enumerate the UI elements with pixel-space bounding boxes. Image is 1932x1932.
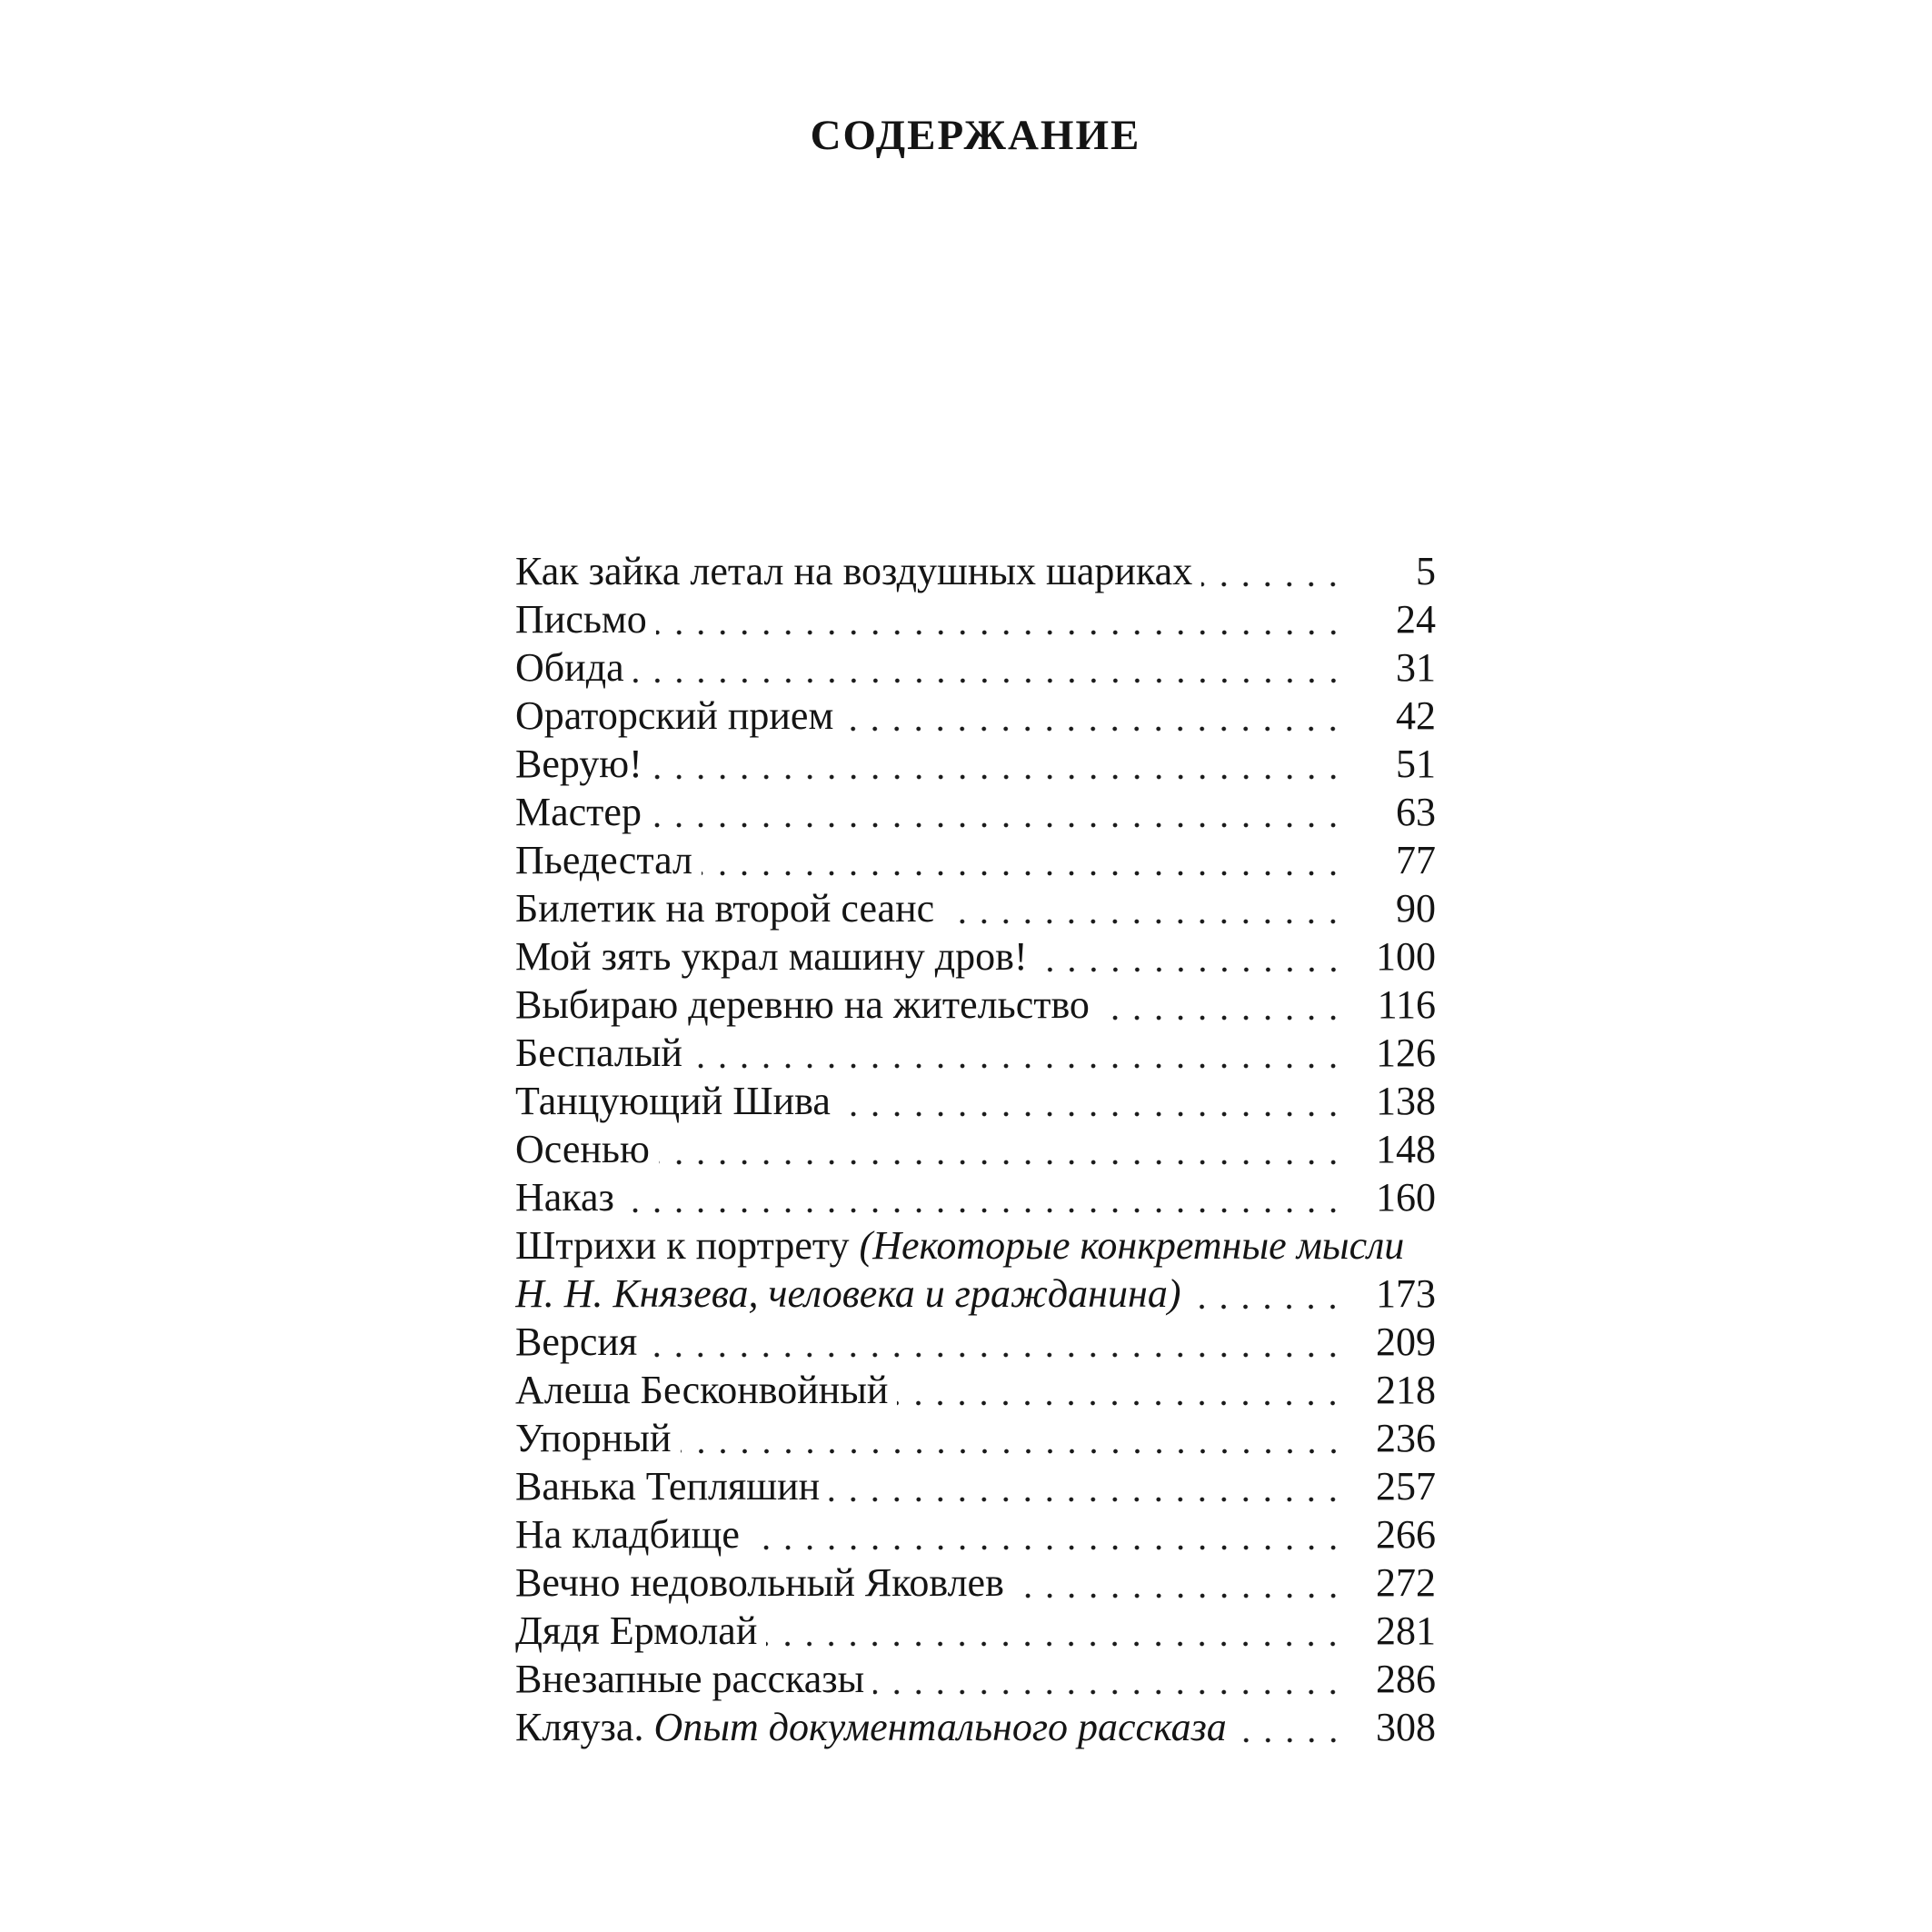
entry-page-number: 257 — [1376, 1464, 1436, 1509]
entry-title — [515, 884, 934, 932]
entry-title — [515, 1366, 888, 1414]
entry-page-number: 31 — [1396, 645, 1436, 690]
entry-title — [515, 1221, 1404, 1270]
toc-entry — [515, 1029, 1436, 1077]
toc-entry — [515, 1221, 1436, 1270]
dot-leader — [749, 1510, 1352, 1559]
entry-title-segment: Танцующий Шива — [515, 1079, 831, 1123]
dot-leader — [1099, 981, 1352, 1029]
entry-title — [515, 981, 1090, 1029]
entry-title-segment: Дядя Ермолай — [515, 1608, 758, 1653]
toc-entry — [515, 692, 1436, 740]
entry-title-segment: Выбираю деревню на жительство — [515, 982, 1090, 1027]
entry-title — [515, 1510, 740, 1559]
dot-leader — [652, 740, 1352, 788]
entry-title — [515, 788, 642, 836]
entry-page-number: 218 — [1376, 1368, 1436, 1412]
dot-leader — [633, 643, 1352, 692]
dot-leader — [1201, 547, 1352, 595]
dot-leader — [840, 1077, 1352, 1125]
entry-title — [515, 595, 647, 643]
entry-title — [515, 1414, 672, 1462]
dot-leader — [829, 1462, 1352, 1510]
entry-title-segment: Пьедестал — [515, 838, 692, 882]
dot-leader — [1236, 1703, 1352, 1751]
toc-entry — [515, 788, 1436, 836]
toc-entry — [515, 1366, 1436, 1414]
entry-page-number: 286 — [1376, 1657, 1436, 1701]
entry-title-segment: На кладбище — [515, 1512, 740, 1557]
entry-title-segment: Билетик на второй сеанс — [515, 886, 935, 931]
entry-page-number: 209 — [1376, 1320, 1436, 1364]
toc-entry — [515, 1270, 1436, 1318]
toc-entry — [515, 981, 1436, 1029]
toc-entry — [515, 1510, 1436, 1559]
toc-list — [515, 547, 1436, 1751]
entry-title-segment: Осенью — [515, 1127, 650, 1171]
entry-page-number: 160 — [1376, 1175, 1436, 1220]
toc-heading: СОДЕРЖАНИЕ — [810, 112, 1141, 159]
entry-page-number: 173 — [1376, 1271, 1436, 1316]
entry-page-number: 126 — [1376, 1031, 1436, 1075]
entry-title-segment: Ораторский прием — [515, 693, 834, 738]
toc-entry — [515, 1703, 1436, 1751]
entry-title — [515, 1318, 637, 1366]
toc-entry — [515, 1462, 1436, 1510]
entry-title-segment: Верую! — [515, 742, 642, 786]
toc-entry — [515, 884, 1436, 932]
entry-title-segment: Беспалый — [515, 1031, 682, 1075]
dot-leader — [646, 1318, 1352, 1366]
entry-title-segment: Как зайка летал на воздушных шариках — [515, 549, 1193, 593]
entry-title-segment: Письмо — [515, 597, 647, 642]
dot-leader — [1037, 932, 1352, 981]
entry-title — [515, 1607, 757, 1655]
dot-leader — [1013, 1559, 1352, 1607]
entry-title-segment: Обида — [515, 645, 624, 690]
entry-title-segment: Наказ — [515, 1175, 614, 1220]
toc-entry — [515, 547, 1436, 595]
entry-title — [515, 1125, 650, 1173]
toc-entry — [515, 1559, 1436, 1607]
entry-title — [515, 1462, 820, 1510]
entry-title — [515, 836, 692, 884]
entry-page-number: 138 — [1376, 1079, 1436, 1123]
entry-title — [515, 1173, 614, 1221]
entry-title — [515, 692, 833, 740]
dot-leader — [1190, 1270, 1352, 1318]
dot-leader — [766, 1607, 1352, 1655]
toc-entry — [515, 932, 1436, 981]
toc-entry — [515, 1607, 1436, 1655]
entry-page-number: 42 — [1396, 693, 1436, 738]
entry-page-number: 236 — [1376, 1416, 1436, 1460]
entry-page-number: 77 — [1396, 838, 1436, 882]
dot-leader — [681, 1414, 1353, 1462]
entry-title — [515, 547, 1192, 595]
dot-leader — [897, 1366, 1352, 1414]
entry-title — [515, 1559, 1004, 1607]
toc-entry — [515, 1655, 1436, 1703]
entry-title-segment: Штрихи к портрету — [515, 1223, 860, 1268]
toc-entry — [515, 740, 1436, 788]
entry-title-segment: Упорный — [515, 1416, 672, 1460]
dot-leader — [702, 836, 1352, 884]
entry-page-number: 148 — [1376, 1127, 1436, 1171]
toc-entry — [515, 643, 1436, 692]
dot-leader — [651, 788, 1352, 836]
entry-page-number: 24 — [1396, 597, 1436, 642]
dot-leader — [656, 595, 1352, 643]
entry-title-segment: Версия — [515, 1320, 638, 1364]
dot-leader — [873, 1655, 1352, 1703]
entry-title — [515, 1655, 864, 1703]
toc-entry — [515, 1173, 1436, 1221]
toc-entry — [515, 1125, 1436, 1173]
dot-leader — [659, 1125, 1352, 1173]
entry-title — [515, 1029, 682, 1077]
toc-entry — [515, 1077, 1436, 1125]
entry-title-segment: Мой зять украл машину дров! — [515, 934, 1028, 979]
toc-entry — [515, 836, 1436, 884]
entry-title — [515, 740, 642, 788]
entry-title-segment: Кляуза. — [515, 1705, 654, 1749]
entry-title-segment-italic: Н. Н. Князева, человека и гражданина) — [515, 1271, 1181, 1316]
entry-page-number: 116 — [1377, 982, 1436, 1027]
entry-page-number: 308 — [1376, 1705, 1436, 1749]
entry-title — [515, 932, 1028, 981]
toc-entry — [515, 1414, 1436, 1462]
entry-title-segment: Вечно недовольный Яковлев — [515, 1560, 1004, 1605]
entry-title-segment-italic: (Некоторые конкретные мысли — [859, 1223, 1405, 1268]
entry-title-segment: Внезапные рассказы — [515, 1657, 865, 1701]
entry-page-number: 100 — [1376, 934, 1436, 979]
dot-leader — [623, 1173, 1352, 1221]
entry-page-number: 51 — [1396, 742, 1436, 786]
entry-title-segment-italic: Опыт документального рассказа — [653, 1705, 1227, 1749]
entry-page-number: 272 — [1376, 1560, 1436, 1605]
dot-leader — [692, 1029, 1352, 1077]
entry-title — [515, 1703, 1227, 1751]
entry-title — [515, 1077, 831, 1125]
dot-leader — [842, 692, 1352, 740]
toc-entry — [515, 1318, 1436, 1366]
entry-page-number: 5 — [1416, 549, 1436, 593]
entry-title-segment: Ванька Тепляшин — [515, 1464, 821, 1509]
entry-page-number: 266 — [1376, 1512, 1436, 1557]
toc-entry — [515, 595, 1436, 643]
entry-title-segment: Алеша Бесконвойный — [515, 1368, 889, 1412]
entry-page-number: 90 — [1396, 886, 1436, 931]
entry-page-number: 281 — [1376, 1608, 1436, 1653]
entry-title — [515, 1270, 1180, 1318]
entry-title-segment: Мастер — [515, 790, 642, 834]
entry-title — [515, 643, 624, 692]
entry-page-number: 63 — [1396, 790, 1436, 834]
dot-leader — [943, 884, 1352, 932]
